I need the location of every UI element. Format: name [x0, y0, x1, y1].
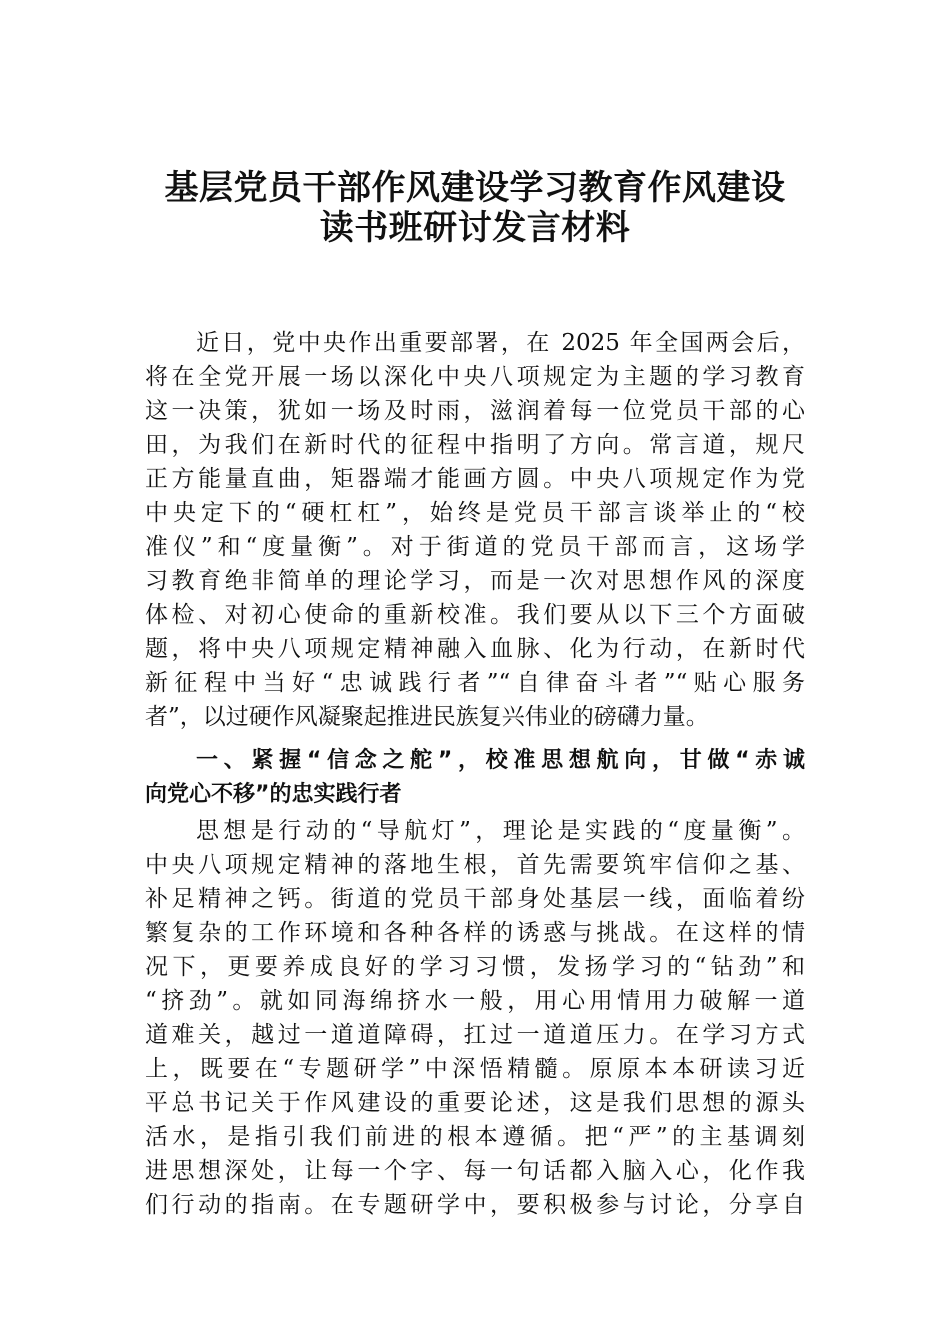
- paragraph-line: “挤劲”。就如同海绵挤水一般，用心用情用力破解一道: [145, 988, 805, 1014]
- paragraph-line: 田，为我们在新时代的征程中指明了方向。常言道，规尺: [145, 432, 805, 458]
- paragraph-line: 上，既要在“专题研学”中深悟精髓。原原本本研读习近: [145, 1056, 805, 1082]
- paragraph-line: 繁复杂的工作环境和各种各样的诱惑与挑战。在这样的情: [145, 920, 805, 946]
- paragraph-line: 中央八项规定精神的落地生根，首先需要筑牢信仰之基、: [145, 852, 805, 878]
- paragraph-line: 正方能量直曲，矩器端才能画方圆。中央八项规定作为党: [145, 466, 805, 492]
- paragraph-line: 进思想深处，让每一个字、每一句话都入脑入心，化作我: [145, 1158, 805, 1184]
- document-title-line-2: 读书班研讨发言材料: [319, 208, 631, 248]
- paragraph-line: 活水，是指引我们前进的根本遵循。把“严”的主基调刻: [145, 1124, 805, 1150]
- paragraph-line: 者”，以过硬作风凝聚起推进民族复兴伟业的磅礴力量。: [145, 704, 709, 730]
- paragraph-line: 补足精神之钙。街道的党员干部身处基层一线，面临着纷: [145, 886, 805, 912]
- paragraph-line: 将在全党开展一场以深化中央八项规定为主题的学习教育: [145, 364, 805, 390]
- paragraph-line: 平总书记关于作风建设的重要论述，这是我们思想的源头: [145, 1090, 805, 1116]
- paragraph-line: 道难关，越过一道道障碍，扛过一道道压力。在学习方式: [145, 1022, 805, 1048]
- section-heading-line: 向党心不移”的忠实践行者: [145, 782, 402, 807]
- paragraph-line: 们行动的指南。在专题研学中，要积极参与讨论，分享自: [145, 1192, 805, 1218]
- paragraph-line: 这一决策，犹如一场及时雨，滋润着每一位党员干部的心: [145, 398, 805, 424]
- paragraph-line: 思想是行动的“导航灯”，理论是实践的“度量衡”。: [196, 818, 805, 844]
- paragraph-line: 习教育绝非简单的理论学习，而是一次对思想作风的深度: [145, 568, 805, 594]
- paragraph-line: 近日，党中央作出重要部署，在 2025 年全国两会后，: [196, 330, 805, 356]
- paragraph-line: 新征程中当好“忠诚践行者”“自律奋斗者”“贴心服务: [145, 670, 805, 696]
- document-title-line-1: 基层党员干部作风建设学习教育作风建设: [164, 168, 786, 208]
- paragraph-line: 况下，更要养成良好的学习习惯，发扬学习的“钻劲”和: [145, 954, 805, 980]
- paragraph-line: 中央定下的“硬杠杠”，始终是党员干部言谈举止的“校: [145, 500, 805, 526]
- paragraph-line: 准仪”和“度量衡”。对于街道的党员干部而言，这场学: [145, 534, 805, 560]
- paragraph-line: 题，将中央八项规定精神融入血脉、化为行动，在新时代: [145, 636, 805, 662]
- section-heading-line: 一、紧握“信念之舵”，校准思想航向，甘做“赤诚: [196, 748, 805, 773]
- paragraph-line: 体检、对初心使命的重新校准。我们要从以下三个方面破: [145, 602, 805, 628]
